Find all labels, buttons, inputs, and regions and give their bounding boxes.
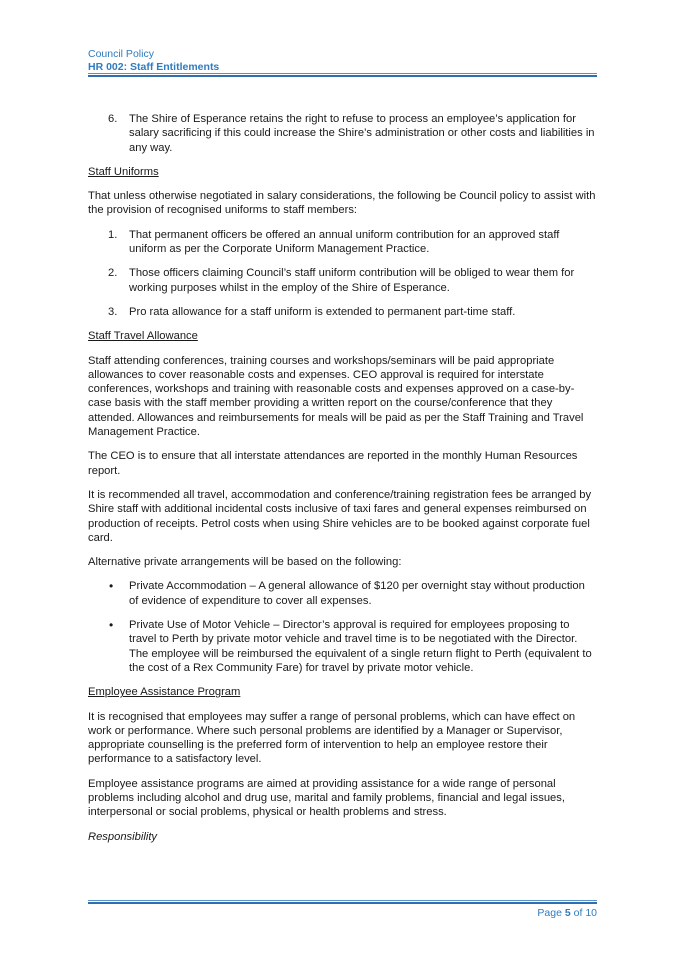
- list-item-text: Private Use of Motor Vehicle – Director’s approval is required for employees proposing to travel to Perth by private motor vehicle and travel time is to be negotiated with the Director. The employee will be reimbursed the equivalent of a single return flight to Perth (equivalent to the cost of a Rex Community Fare) for travel by private motor vehicle.: [129, 619, 592, 674]
- list-item-text: The Shire of Esperance retains the right to refuse to process an employee’s application for salary sacrificing if this could increase the Shire’s administration or other costs and liabilities in any way.: [129, 113, 595, 154]
- subheading-responsibility: Responsibility: [88, 830, 158, 843]
- header-title: Council Policy: [88, 48, 154, 60]
- page-total: of 10: [573, 907, 597, 919]
- section-heading-uniforms: Staff Uniforms: [88, 165, 159, 178]
- list-item: [88, 579, 597, 608]
- header-rule: [88, 73, 597, 77]
- eap-paragraph-2: Employee assistance programs are aimed at providing assistance for a wide range of personal problems including alcohol and drug use, marital and family problems, financial and legal issues, interpersonal or social problems, physical or health problems and stress.: [88, 777, 565, 819]
- eap-paragraph-1: It is recognised that employees may suffer a range of personal problems, which can have effect on work or performance. Where such personal problems are identified by a Manager or Supervisor, appropriate counselling is the preferred form of intervention to help an employee restore their performance to a satisfactory level.: [88, 710, 576, 766]
- list-number: 6.: [108, 113, 118, 125]
- list-item: [88, 228, 597, 257]
- list-item-text: Private Accommodation – A general allowance of $120 per overnight stay without production of evidence of expenditure to cover all expenses.: [129, 580, 585, 607]
- list-item-text: That permanent officers be offered an annual uniform contribution for an approved staff uniform as per the Corporate Uniform Management Practice.: [129, 228, 560, 256]
- page-current: 5: [564, 907, 571, 919]
- list-item: [88, 266, 597, 295]
- travel-paragraph-3: It is recommended all travel, accommodation and conference/training registration fees be arranged by Shire staff with additional incidental costs inclusive of taxi fares and general expenses reimbursed on production of receipts. Petrol costs when using Shire vehicles are to be booked against corporate fuel card.: [88, 488, 592, 544]
- page-number: [537, 907, 597, 919]
- page-header: [88, 48, 597, 74]
- uniforms-intro: That unless otherwise negotiated in salary considerations, the following be Council policy to assist with the provision of recognised uniforms to staff members:: [88, 190, 596, 217]
- bullet-icon: •: [109, 579, 114, 594]
- list-item: [88, 305, 597, 319]
- salary-sacrifice-list: [88, 112, 597, 155]
- list-number: 2.: [108, 267, 118, 280]
- section-heading-eap: Employee Assistance Program: [88, 686, 241, 699]
- travel-paragraph-2: The CEO is to ensure that all interstate attendances are reported in the monthly Human Resources report.: [88, 450, 578, 477]
- page-word: Page: [537, 907, 562, 919]
- list-item: [88, 618, 597, 675]
- document-body: [88, 112, 597, 854]
- list-item: [88, 112, 597, 155]
- travel-paragraph-4: Alternative private arrangements will be based on the following:: [88, 556, 402, 569]
- footer-rule: [88, 900, 597, 904]
- list-number: 3.: [108, 305, 118, 318]
- list-item-text: Those officers claiming Council’s staff uniform contribution will be obliged to wear them for working purposes whilst in the employ of the Shire of Esperance.: [129, 267, 575, 294]
- list-number: 1.: [108, 228, 118, 241]
- list-item-text: Pro rata allowance for a staff uniform is extended to permanent part-time staff.: [129, 305, 516, 318]
- travel-bullet-list: [88, 579, 597, 675]
- uniforms-list: [88, 228, 597, 319]
- bullet-icon: •: [109, 618, 114, 633]
- header-subtitle: HR 002: Staff Entitlements: [88, 61, 220, 73]
- travel-paragraph-1: Staff attending conferences, training courses and workshops/seminars will be paid appropriate allowances to cover reasonable costs and expenses. CEO approval is required for interstate conferences, workshops and training with reasonable costs and expenses approved on a case-by-case basis with the staff member providing a written report on the course/conference that they attended. Allowances and reimbursements for meals will be paid as per the Staff Training and Travel Management Practice.: [88, 354, 584, 439]
- section-heading-travel: Staff Travel Allowance: [88, 330, 198, 343]
